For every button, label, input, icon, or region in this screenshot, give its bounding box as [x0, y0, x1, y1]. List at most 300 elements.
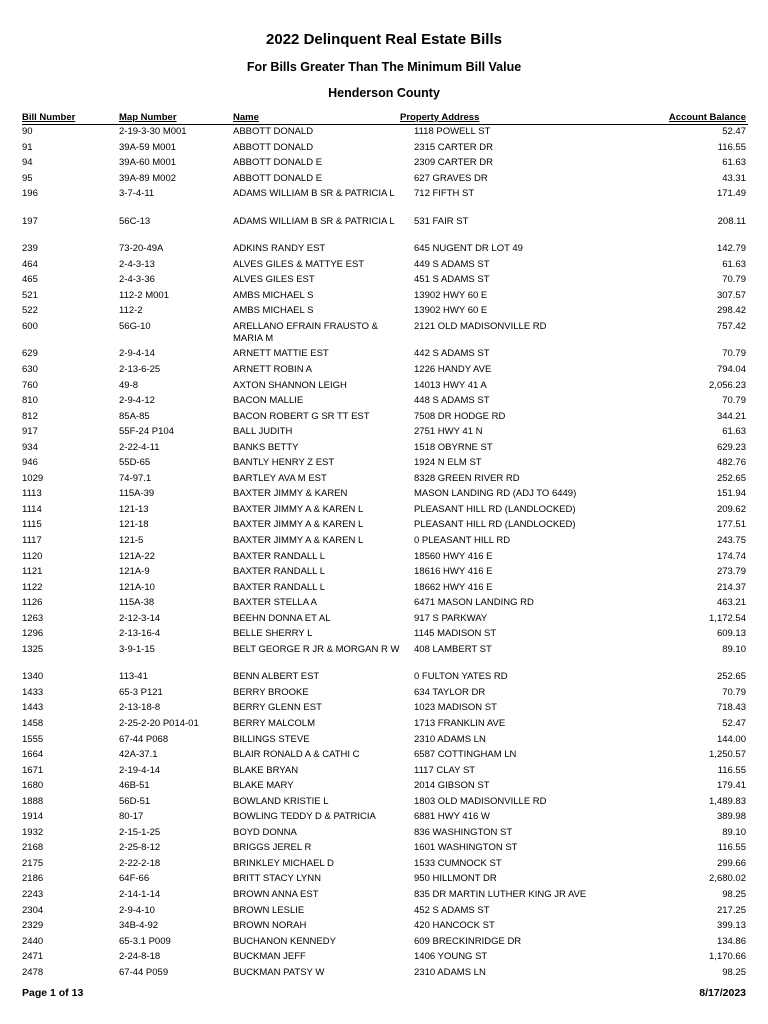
name-cell: BACON ROBERT G SR TT EST [233, 410, 370, 422]
map-number-cell: 34B-4-92 [119, 920, 159, 932]
account-balance-cell: 307.57 [716, 289, 746, 301]
name-cell: BACON MALLIE [233, 395, 304, 407]
bill-number-cell: 2471 [22, 951, 44, 963]
name-cell: BROWN ANNA EST [233, 888, 319, 900]
map-number-cell: 56C-13 [119, 215, 151, 227]
bill-number-cell: 1433 [22, 686, 44, 698]
account-balance-cell: 61.63 [722, 157, 746, 169]
account-balance-cell: 629.23 [716, 441, 746, 453]
table-row [0, 887, 768, 903]
name-cell: BERRY BROOKE [233, 686, 309, 698]
table-row [0, 502, 768, 518]
bill-number-cell: 812 [22, 410, 38, 422]
property-address-cell: 1117 CLAY ST [414, 764, 476, 776]
table-row [0, 378, 768, 394]
bill-number-cell: 1671 [22, 764, 44, 776]
property-address-cell: PLEASANT HILL RD (LANDLOCKED) [414, 503, 576, 515]
property-address-cell: 2751 HWY 41 N [414, 426, 483, 438]
table-row [0, 319, 768, 347]
table-row [0, 732, 768, 748]
map-number-cell: 56G-10 [119, 320, 151, 332]
table-row [0, 611, 768, 627]
map-number-cell: 39A-60 M001 [119, 157, 177, 169]
bill-number-cell: 1114 [22, 503, 42, 515]
property-address-cell: 1803 OLD MADISONVILLE RD [414, 795, 547, 807]
map-number-cell: 2-9-4-12 [119, 395, 155, 407]
property-address-cell: 835 DR MARTIN LUTHER KING JR AVE [414, 888, 587, 900]
bill-number-cell: 1555 [22, 733, 44, 745]
map-number-cell: 2-4-3-36 [119, 274, 155, 286]
map-number-cell: 2-15-1-25 [119, 826, 161, 838]
property-address-cell: 1924 N ELM ST [414, 457, 482, 469]
map-number-cell: 55D-65 [119, 457, 151, 469]
map-number-cell: 3-7-4-11 [119, 188, 155, 200]
account-balance-cell: 70.79 [722, 395, 746, 407]
account-balance-cell: 252.65 [716, 472, 746, 484]
bill-number-cell: 239 [22, 243, 38, 255]
map-number-cell: 2-14-1-14 [119, 888, 161, 900]
account-balance-cell: 389.98 [716, 811, 746, 823]
bill-number-cell: 1296 [22, 628, 44, 640]
account-balance-cell: 344.21 [716, 410, 746, 422]
table-row [0, 288, 768, 304]
account-balance-cell: 214.37 [716, 581, 746, 593]
column-header-map-number: Map Number [119, 112, 177, 123]
account-balance-cell: 1,489.83 [709, 795, 746, 807]
column-header-bill-number: Bill Number [22, 112, 76, 123]
name-cell: BAXTER JIMMY A & KAREN L [233, 519, 364, 531]
property-address-cell: 645 NUGENT DR LOT 49 [414, 243, 523, 255]
account-balance-cell: 116.55 [717, 842, 746, 854]
bill-number-cell: 946 [22, 457, 38, 469]
name-cell: BEEHN DONNA ET AL [233, 612, 331, 624]
property-address-cell: 14013 HWY 41 A [414, 379, 487, 391]
bill-number-cell: 1029 [22, 472, 44, 484]
account-balance-cell: 142.79 [716, 243, 746, 255]
account-balance-cell: 89.10 [722, 826, 746, 838]
table-row [0, 303, 768, 319]
map-number-cell: 65-3.1 P009 [119, 935, 171, 947]
account-balance-cell: 1,172.54 [709, 612, 746, 624]
table-row [0, 186, 768, 214]
bill-number-cell: 1113 [22, 488, 42, 500]
bill-number-cell: 1914 [22, 811, 44, 823]
name-cell: BAXTER JIMMY A & KAREN L [233, 503, 364, 515]
table-row [0, 763, 768, 779]
name-cell: BELT GEORGE R JR & MORGAN R W [233, 643, 400, 655]
property-address-cell: 451 S ADAMS ST [414, 274, 490, 286]
table-row [0, 794, 768, 810]
property-address-cell: 0 PLEASANT HILL RD [414, 534, 511, 546]
property-address-cell: 627 GRAVES DR [414, 172, 488, 184]
property-address-cell: 449 S ADAMS ST [414, 258, 490, 270]
property-address-cell: 2014 GIBSON ST [414, 780, 490, 792]
map-number-cell: 2-22-2-18 [119, 857, 161, 869]
account-balance-cell: 252.65 [716, 671, 746, 683]
property-address-cell: 531 FAIR ST [414, 215, 469, 227]
name-cell: BARTLEY AVA M EST [233, 472, 327, 484]
column-header-name: Name [233, 112, 259, 123]
table-row [0, 424, 768, 440]
property-address-cell: 420 HANCOCK ST [414, 920, 495, 932]
map-number-cell: 2-9-4-10 [119, 904, 155, 916]
account-balance-cell: 61.63 [722, 426, 746, 438]
name-cell: BUCKMAN JEFF [233, 951, 306, 963]
bill-number-cell: 2478 [22, 966, 44, 978]
property-address-cell: 408 LAMBERT ST [414, 643, 492, 655]
property-address-cell: 609 BRECKINRIDGE DR [414, 935, 522, 947]
property-address-cell: 1406 YOUNG ST [414, 951, 488, 963]
map-number-cell: 2-25-8-12 [119, 842, 161, 854]
property-address-cell: 2309 CARTER DR [414, 157, 494, 169]
account-balance-cell: 61.63 [722, 258, 746, 270]
name-cell: BAXTER JIMMY A & KAREN L [233, 534, 364, 546]
account-balance-cell: 98.25 [722, 888, 746, 900]
bill-number-cell: 2329 [22, 920, 44, 932]
bill-number-cell: 521 [22, 289, 38, 301]
table-row [0, 716, 768, 732]
name-cell: BROWN NORAH [233, 920, 307, 932]
name-cell: ALVES GILES EST [233, 274, 315, 286]
account-balance-cell: 1,250.57 [709, 749, 746, 761]
bill-number-cell: 1340 [22, 671, 44, 683]
name-cell: BAXTER STELLA A [233, 597, 317, 609]
name-cell: ARNETT MATTIE EST [233, 348, 329, 360]
account-balance-cell: 217.25 [716, 904, 746, 916]
table-row [0, 595, 768, 611]
name-cell: BOWLING TEDDY D & PATRICIA [233, 811, 376, 823]
bill-number-cell: 630 [22, 363, 38, 375]
bill-number-cell: 1121 [22, 566, 43, 578]
bill-number-cell: 95 [22, 172, 33, 184]
table-row [0, 362, 768, 378]
name-cell: BENN ALBERT EST [233, 671, 320, 683]
map-number-cell: 46B-51 [119, 780, 150, 792]
bill-number-cell: 1126 [22, 597, 43, 609]
name-cell: BLAIR RONALD A & CATHI C [233, 749, 360, 761]
account-balance-cell: 52.47 [722, 717, 746, 729]
property-address-cell: 2315 CARTER DR [414, 141, 494, 153]
map-number-cell: 121A-10 [119, 581, 155, 593]
map-number-cell: 67-44 P068 [119, 733, 169, 745]
account-balance-cell: 609.13 [716, 628, 746, 640]
table-row [0, 455, 768, 471]
property-address-cell: 448 S ADAMS ST [414, 395, 490, 407]
bill-number-cell: 2440 [22, 935, 44, 947]
table-row [0, 440, 768, 456]
name-cell: ABBOTT DONALD [233, 126, 314, 137]
table-row [0, 856, 768, 872]
map-number-cell: 2-9-4-14 [119, 348, 155, 360]
map-number-cell: 64F-66 [119, 873, 150, 885]
account-balance-cell: 463.21 [716, 597, 746, 609]
map-number-cell: 121-13 [119, 503, 149, 515]
table-row [0, 809, 768, 825]
account-balance-cell: 273.79 [716, 566, 746, 578]
property-address-cell: 6471 MASON LANDING RD [414, 597, 534, 609]
property-address-cell: 917 S PARKWAY [414, 612, 488, 624]
name-cell: BOWLAND KRISTIE L [233, 795, 329, 807]
property-address-cell: 2310 ADAMS LN [414, 733, 486, 745]
property-address-cell: 1601 WASHINGTON ST [414, 842, 518, 854]
map-number-cell: 113-41 [119, 671, 148, 683]
name-cell: ARNETT ROBIN A [233, 363, 313, 375]
property-address-cell: 6587 COTTINGHAM LN [414, 749, 517, 761]
map-number-cell: 3-9-1-15 [119, 643, 155, 655]
account-balance-cell: 718.43 [716, 702, 746, 714]
property-address-cell: 0 FULTON YATES RD [414, 671, 508, 683]
map-number-cell: 2-19-3-30 M001 [119, 126, 187, 137]
table-row [0, 409, 768, 425]
account-balance-cell: 70.79 [722, 686, 746, 698]
property-address-cell: 712 FIFTH ST [414, 188, 475, 200]
table-row [0, 517, 768, 533]
name-cell: BANKS BETTY [233, 441, 299, 453]
bill-number-cell: 464 [22, 258, 38, 270]
table-row [0, 241, 768, 257]
map-number-cell: 80-17 [119, 811, 144, 823]
property-address-cell: PLEASANT HILL RD (LANDLOCKED) [414, 519, 576, 531]
account-balance-cell: 2,680.02 [709, 873, 746, 885]
map-number-cell: 121-5 [119, 534, 144, 546]
account-balance-cell: 209.62 [716, 503, 746, 515]
table-row [0, 934, 768, 950]
name-cell: ADKINS RANDY EST [233, 243, 326, 255]
bill-number-cell: 94 [22, 157, 33, 169]
name-cell: BRINKLEY MICHAEL D [233, 857, 334, 869]
name-cell: BROWN LESLIE [233, 904, 305, 916]
account-balance-cell: 52.47 [722, 126, 746, 137]
account-balance-cell: 171.49 [716, 188, 746, 200]
bills-table [0, 124, 768, 980]
map-number-cell: 2-12-3-14 [119, 612, 161, 624]
table-row [0, 903, 768, 919]
account-balance-cell: 151.94 [716, 488, 746, 500]
account-balance-cell: 89.10 [722, 643, 746, 655]
account-balance-cell: 70.79 [722, 274, 746, 286]
bill-number-cell: 2304 [22, 904, 44, 916]
property-address-cell: 634 TAYLOR DR [414, 686, 486, 698]
map-number-cell: 2-13-18-8 [119, 702, 161, 714]
name-cell: AXTON SHANNON LEIGH [233, 379, 347, 391]
table-row [0, 747, 768, 763]
bill-number-cell: 2168 [22, 842, 44, 854]
table-row [0, 471, 768, 487]
name-cell: BELLE SHERRY L [233, 628, 313, 640]
bill-number-cell: 1680 [22, 780, 44, 792]
name-cell: BRITT STACY LYNN [233, 873, 321, 885]
table-row [0, 669, 768, 685]
map-number-cell: 56D-51 [119, 795, 151, 807]
map-number-cell: 2-24-8-18 [119, 951, 161, 963]
bill-number-cell: 2175 [22, 857, 44, 869]
name-cell: BUCKMAN PATSY W [233, 966, 325, 978]
property-address-cell: MASON LANDING RD (ADJ TO 6449) [414, 488, 577, 500]
account-balance-cell: 70.79 [722, 348, 746, 360]
property-address-cell: 2121 OLD MADISONVILLE RD [414, 320, 547, 332]
account-balance-cell: 2,056.23 [709, 379, 746, 391]
map-number-cell: 2-13-6-25 [119, 363, 161, 375]
name-cell: BUCHANON KENNEDY [233, 935, 336, 947]
account-balance-cell: 482.76 [716, 457, 746, 469]
map-number-cell: 2-19-4-14 [119, 764, 161, 776]
property-address-cell: 13902 HWY 60 E [414, 305, 488, 317]
property-address-cell: 7508 DR HODGE RD [414, 410, 506, 422]
bill-number-cell: 1263 [22, 612, 44, 624]
map-number-cell: 121-18 [119, 519, 149, 531]
property-address-cell: 18662 HWY 416 E [414, 581, 493, 593]
bill-number-cell: 2243 [22, 888, 44, 900]
name-cell: BAXTER JIMMY & KAREN [233, 488, 348, 500]
table-row [0, 626, 768, 642]
table-row [0, 685, 768, 701]
bill-number-cell: 600 [22, 320, 38, 332]
map-number-cell: 39A-59 M001 [119, 141, 177, 153]
table-row [0, 140, 768, 156]
table-row [0, 533, 768, 549]
property-address-cell: 13902 HWY 60 E [414, 289, 488, 301]
table-row [0, 642, 768, 670]
map-number-cell: 85A-85 [119, 410, 150, 422]
table-row [0, 257, 768, 273]
name-cell: BANTLY HENRY Z EST [233, 457, 335, 469]
name-cell: ARELLANO EFRAIN FRAUSTO & MARIA M [233, 320, 378, 344]
property-address-cell: 6881 HWY 416 W [414, 811, 490, 823]
map-number-cell: 74-97.1 [119, 472, 152, 484]
map-number-cell: 2-25-2-20 P014-01 [119, 717, 199, 729]
bill-number-cell: 760 [22, 379, 38, 391]
bill-number-cell: 196 [22, 188, 38, 200]
table-row [0, 949, 768, 965]
map-number-cell: 49-8 [119, 379, 139, 391]
property-address-cell: 950 HILLMONT DR [414, 873, 497, 885]
account-balance-cell: 298.42 [716, 305, 746, 317]
property-address-cell: 2310 ADAMS LN [414, 966, 486, 978]
map-number-cell: 112-2 [119, 305, 143, 317]
account-balance-cell: 794.04 [716, 363, 746, 375]
name-cell: BAXTER RANDALL L [233, 550, 326, 562]
map-number-cell: 112-2 M001 [119, 289, 169, 301]
bill-number-cell: 90 [22, 126, 33, 137]
name-cell: AMBS MICHAEL S [233, 305, 314, 317]
account-balance-cell: 144.00 [716, 733, 746, 745]
map-number-cell: 2-4-3-13 [119, 258, 155, 270]
report-title: 2022 Delinquent Real Estate Bills [266, 31, 502, 48]
property-address-cell: 18616 HWY 416 E [414, 566, 493, 578]
name-cell: BLAKE BRYAN [233, 764, 299, 776]
bill-number-cell: 1458 [22, 717, 44, 729]
table-row [0, 840, 768, 856]
report-subtitle: For Bills Greater Than The Minimum Bill Value [246, 60, 522, 74]
map-number-cell: 73-20-49A [119, 243, 164, 255]
bill-number-cell: 629 [22, 348, 38, 360]
account-balance-cell: 399.13 [716, 920, 746, 932]
map-number-cell: 65-3 P121 [119, 686, 163, 698]
name-cell: BOYD DONNA [233, 826, 297, 838]
property-address-cell: 1023 MADISON ST [414, 702, 497, 714]
name-cell: ABBOTT DONALD [233, 141, 314, 153]
map-number-cell: 121A-22 [119, 550, 155, 562]
name-cell: ADAMS WILLIAM B SR & PATRICIA L [233, 215, 395, 227]
account-balance-cell: 116.55 [717, 141, 746, 153]
map-number-cell: 55F-24 P104 [119, 426, 174, 438]
table-row [0, 155, 768, 171]
bill-number-cell: 1888 [22, 795, 44, 807]
column-header-account-balance: Account Balance [668, 112, 746, 123]
county-name: Henderson County [328, 86, 440, 100]
name-cell: BAXTER RANDALL L [233, 581, 326, 593]
name-cell: ABBOTT DONALD E [233, 157, 323, 169]
property-address-cell: 1145 MADISON ST [414, 628, 497, 640]
property-address-cell: 452 S ADAMS ST [414, 904, 490, 916]
account-balance-cell: 208.11 [717, 215, 746, 227]
bill-number-cell: 522 [22, 305, 38, 317]
table-row [0, 124, 768, 140]
bill-number-cell: 1117 [22, 534, 42, 546]
bill-number-cell: 1325 [22, 643, 44, 655]
account-balance-cell: 179.41 [716, 780, 746, 792]
bill-number-cell: 1932 [22, 826, 44, 838]
property-address-cell: 1226 HANDY AVE [414, 363, 492, 375]
map-number-cell: 2-22-4-11 [119, 441, 160, 453]
table-row [0, 346, 768, 362]
map-number-cell: 2-13-16-4 [119, 628, 161, 640]
account-balance-cell: 757.42 [716, 320, 746, 332]
table-row [0, 171, 768, 187]
map-number-cell: 39A-89 M002 [119, 172, 177, 184]
name-cell: ADAMS WILLIAM B SR & PATRICIA L [233, 188, 395, 200]
account-balance-cell: 116.55 [717, 764, 746, 776]
property-address-cell: 442 S ADAMS ST [414, 348, 490, 360]
property-address-cell: 836 WASHINGTON ST [414, 826, 513, 838]
property-address-cell: 8328 GREEN RIVER RD [414, 472, 520, 484]
table-row [0, 564, 768, 580]
table-row [0, 965, 768, 981]
account-balance-cell: 1,170.66 [709, 951, 746, 963]
table-row [0, 918, 768, 934]
bill-number-cell: 1664 [22, 749, 44, 761]
bill-number-cell: 1115 [22, 519, 42, 531]
table-row [0, 778, 768, 794]
account-balance-cell: 177.51 [716, 519, 746, 531]
name-cell: AMBS MICHAEL S [233, 289, 314, 301]
name-cell: BERRY MALCOLM [233, 717, 316, 729]
bill-number-cell: 917 [22, 426, 38, 438]
map-number-cell: 115A-38 [119, 597, 155, 609]
account-balance-cell: 43.31 [722, 172, 746, 184]
table-row [0, 700, 768, 716]
bill-number-cell: 465 [22, 274, 38, 286]
table-row [0, 549, 768, 565]
column-header-property-address: Property Address [400, 112, 480, 123]
name-cell: BILLINGS STEVE [233, 733, 310, 745]
account-balance-cell: 134.86 [716, 935, 746, 947]
bill-number-cell: 1443 [22, 702, 44, 714]
table-row [0, 486, 768, 502]
table-row [0, 214, 768, 242]
table-row [0, 393, 768, 409]
name-cell: BRIGGS JEREL R [233, 842, 312, 854]
name-cell: ALVES GILES & MATTYE EST [233, 258, 365, 270]
map-number-cell: 67-44 P059 [119, 966, 169, 978]
bill-number-cell: 2186 [22, 873, 44, 885]
account-balance-cell: 243.75 [716, 534, 746, 546]
report-date: 8/17/2023 [699, 987, 746, 999]
page-number: Page 1 of 13 [22, 987, 84, 999]
table-row [0, 825, 768, 841]
map-number-cell: 115A-39 [119, 488, 155, 500]
bill-number-cell: 197 [22, 215, 38, 227]
